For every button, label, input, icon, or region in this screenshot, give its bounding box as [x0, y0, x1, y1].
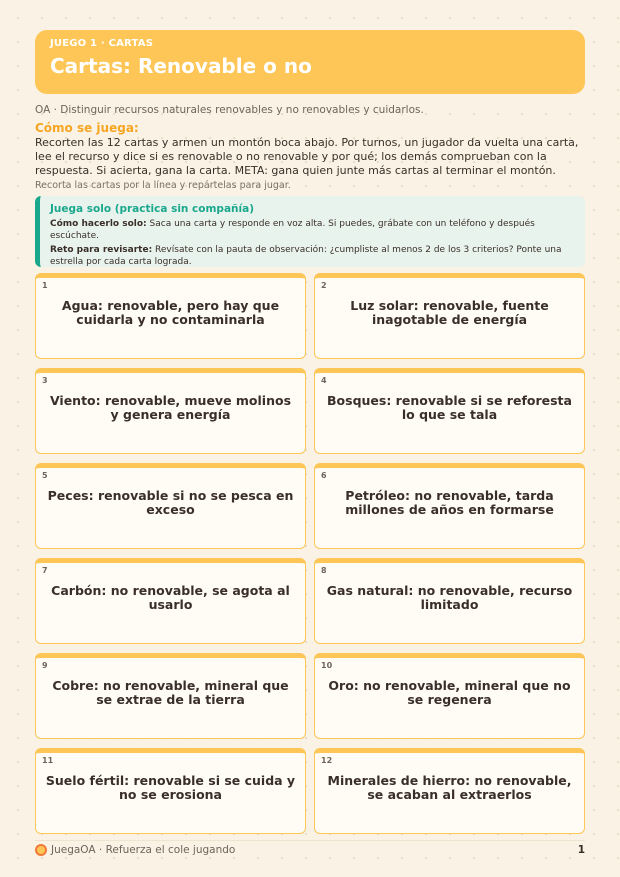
card-number: 2: [321, 281, 327, 290]
card: [35, 463, 306, 549]
card: [314, 558, 585, 644]
page-footer: [35, 844, 585, 858]
card-text: Bosques: renovable si se reforesta lo que se tala: [327, 393, 572, 422]
solo-how-label: Cómo hacerlo solo:: [50, 219, 147, 229]
card: [35, 558, 306, 644]
card: [314, 463, 585, 549]
card: [35, 368, 306, 454]
solo-how-text: Saca una carta y responde en voz alta. Si puedes, grábate con un teléfono y después escúchate.: [50, 219, 535, 241]
card-number: 1: [42, 281, 48, 290]
footer-brand: JuegaOA · Refuerza el cole jugando: [51, 844, 236, 856]
learning-objective: OA · Distinguir recursos naturales renovables y no renovables y cuidarlos.: [35, 104, 424, 116]
card: [35, 653, 306, 739]
card: [314, 748, 585, 834]
cut-note: Recorta las cartas por la línea y repártelas para jugar.: [35, 180, 291, 191]
card-text: Cobre: no renovable, mineral que se extrae de la tierra: [52, 678, 289, 707]
card: [314, 368, 585, 454]
card-text: Gas natural: no renovable, recurso limitado: [326, 583, 573, 612]
card: [314, 653, 585, 739]
solo-check-line: [50, 244, 575, 268]
game-kicker: JUEGO 1 · CARTAS: [50, 38, 154, 49]
howto-instructions: Recorten las 12 cartas y armen un montón boca abajo. Por turnos, un jugador da vuelta una carta, lee el recurso y dice si es renovable o no renovable y por qué; los demás comprueban con la respuesta. Si acierta, gana la carta. META: gana quien junte más cartas al terminar el montón.: [35, 136, 579, 177]
card-text: Petróleo: no renovable, tarda millones de años en formarse: [345, 488, 554, 517]
card-number: 8: [321, 566, 327, 575]
card-number: 3: [42, 376, 48, 385]
card-text: Suelo fértil: renovable si se cuida y no se erosiona: [45, 773, 296, 802]
card-number: 6: [321, 471, 327, 480]
solo-title: Juega solo (practica sin compañía): [50, 203, 254, 215]
card-number: 5: [42, 471, 48, 480]
card: [314, 273, 585, 359]
page-header: [35, 30, 585, 94]
card-text: Oro: no renovable, mineral que no se regenera: [328, 678, 571, 707]
solo-play-box: [35, 196, 585, 267]
card-number: 12: [321, 756, 333, 765]
card-number: 10: [321, 661, 333, 670]
card-text: Viento: renovable, mueve molinos y genera energía: [49, 393, 292, 422]
card-text: Carbón: no renovable, se agota al usarlo: [51, 583, 290, 612]
brand-logo-icon: [35, 844, 47, 856]
card-text: Agua: renovable, pero hay que cuidarla y no contaminarla: [61, 298, 280, 327]
card-number: 11: [42, 756, 54, 765]
card: [35, 748, 306, 834]
solo-check-text: Revísate con la pauta de observación: ¿cumpliste al menos 2 de los 3 criterios? Ponte una estrella por cada carta lograda.: [50, 245, 562, 267]
card-text: Luz solar: renovable, fuente inagotable de energía: [350, 298, 549, 327]
page-title: Cartas: Renovable o no: [50, 54, 312, 78]
card: [35, 273, 306, 359]
page-number: 1: [577, 844, 585, 856]
card-number: 7: [42, 566, 48, 575]
solo-how-line: [50, 218, 575, 242]
card-number: 4: [321, 376, 327, 385]
card-text: Minerales de hierro: no renovable, se acaban al extraerlos: [327, 773, 572, 802]
howto-heading: Cómo se juega:: [35, 121, 139, 135]
footer-divider: [35, 840, 585, 841]
card-text: Peces: renovable si no se pesca en exceso: [47, 488, 294, 517]
card-number: 9: [42, 661, 48, 670]
solo-check-label: Reto para revisarte:: [50, 245, 153, 255]
